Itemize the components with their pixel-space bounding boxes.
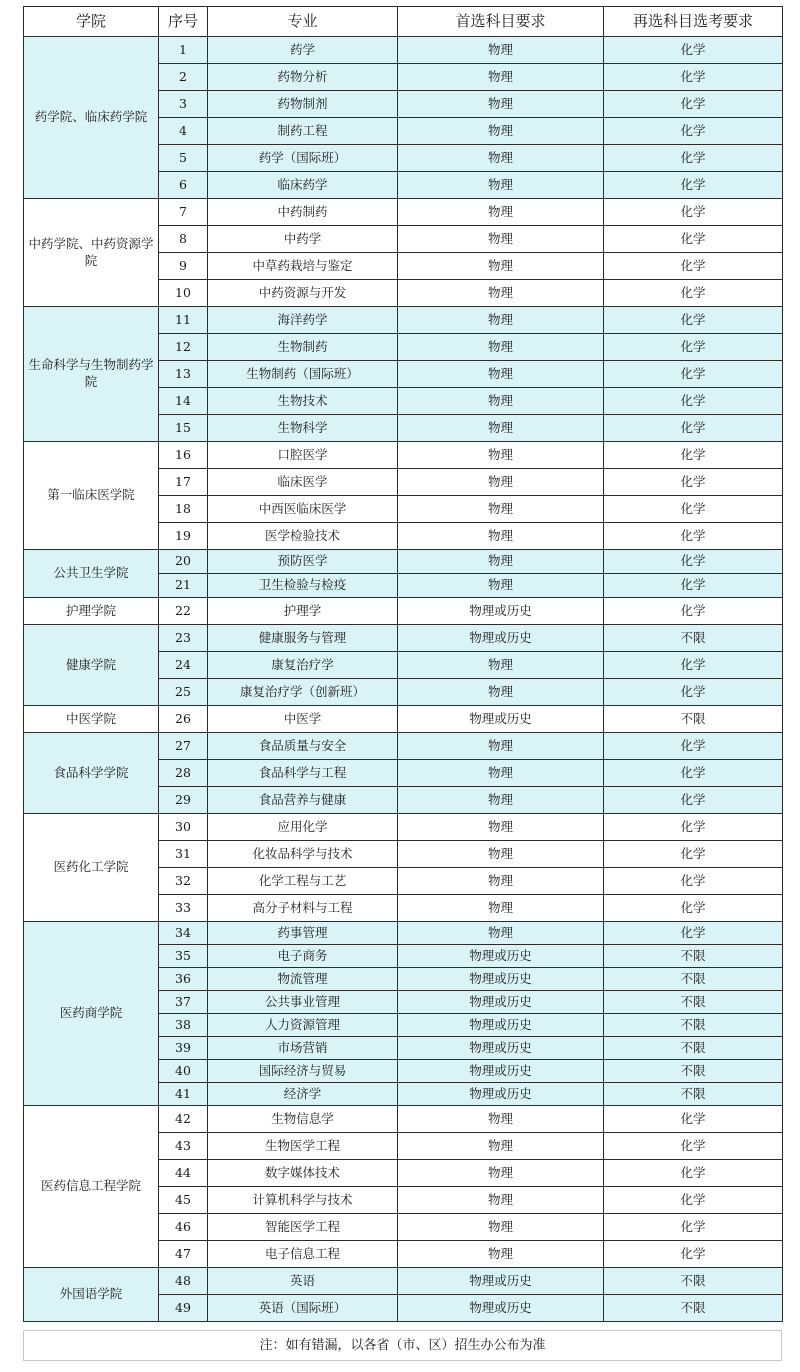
major-cell: 智能医学工程 [208, 1214, 398, 1241]
major-cell: 药学（国际班） [208, 145, 398, 172]
row-number-cell: 34 [159, 922, 208, 945]
major-cell: 高分子材料与工程 [208, 895, 398, 922]
first-subject-cell: 物理或历史 [398, 1014, 604, 1037]
major-cell: 药学 [208, 37, 398, 64]
table-header-row [24, 7, 783, 37]
row-number-cell: 7 [159, 199, 208, 226]
second-subject-cell: 不限 [604, 1268, 783, 1295]
row-number-cell: 33 [159, 895, 208, 922]
row-number-cell: 32 [159, 868, 208, 895]
major-cell: 电子信息工程 [208, 1241, 398, 1268]
first-subject-cell: 物理 [398, 469, 604, 496]
major-cell: 市场营销 [208, 1037, 398, 1060]
table-row [24, 199, 783, 226]
first-subject-cell: 物理 [398, 523, 604, 550]
major-cell: 康复治疗学（创新班） [208, 679, 398, 706]
second-subject-cell: 化学 [604, 91, 783, 118]
first-subject-cell: 物理或历史 [398, 1083, 604, 1106]
row-number-cell: 10 [159, 280, 208, 307]
first-subject-cell: 物理 [398, 1106, 604, 1133]
second-subject-cell: 化学 [604, 598, 783, 625]
major-cell: 生物制药 [208, 334, 398, 361]
row-number-cell: 15 [159, 415, 208, 442]
first-subject-cell: 物理 [398, 415, 604, 442]
row-number-cell: 4 [159, 118, 208, 145]
major-cell: 海洋药学 [208, 307, 398, 334]
major-cell: 药事管理 [208, 922, 398, 945]
major-cell: 药物分析 [208, 64, 398, 91]
first-subject-cell: 物理或历史 [398, 968, 604, 991]
table-row [24, 625, 783, 652]
first-subject-cell: 物理或历史 [398, 945, 604, 968]
row-number-cell: 29 [159, 787, 208, 814]
major-cell: 中药学 [208, 226, 398, 253]
first-subject-cell: 物理或历史 [398, 1295, 604, 1322]
second-subject-cell: 化学 [604, 1214, 783, 1241]
major-cell: 国际经济与贸易 [208, 1060, 398, 1083]
row-number-cell: 44 [159, 1160, 208, 1187]
first-subject-cell: 物理或历史 [398, 598, 604, 625]
major-cell: 公共事业管理 [208, 991, 398, 1014]
row-number-cell: 49 [159, 1295, 208, 1322]
college-cell: 健康学院 [24, 625, 159, 706]
major-cell: 食品营养与健康 [208, 787, 398, 814]
row-number-cell: 21 [159, 574, 208, 598]
second-subject-cell: 化学 [604, 814, 783, 841]
row-number-cell: 48 [159, 1268, 208, 1295]
major-cell: 卫生检验与检疫 [208, 574, 398, 598]
second-subject-cell: 化学 [604, 841, 783, 868]
row-number-cell: 39 [159, 1037, 208, 1060]
first-subject-cell: 物理 [398, 253, 604, 280]
first-subject-cell: 物理 [398, 118, 604, 145]
second-subject-cell: 不限 [604, 625, 783, 652]
college-cell: 医药化工学院 [24, 814, 159, 922]
table-row [24, 442, 783, 469]
first-subject-cell: 物理 [398, 574, 604, 598]
first-subject-cell: 物理 [398, 895, 604, 922]
major-cell: 生物科学 [208, 415, 398, 442]
second-subject-cell: 化学 [604, 226, 783, 253]
second-subject-cell: 化学 [604, 64, 783, 91]
second-subject-cell: 化学 [604, 199, 783, 226]
major-cell: 临床药学 [208, 172, 398, 199]
college-cell: 医药商学院 [24, 922, 159, 1106]
row-number-cell: 27 [159, 733, 208, 760]
row-number-cell: 36 [159, 968, 208, 991]
second-subject-cell: 化学 [604, 787, 783, 814]
table-row [24, 307, 783, 334]
college-cell: 药学院、临床药学院 [24, 37, 159, 199]
second-subject-cell: 化学 [604, 145, 783, 172]
first-subject-cell: 物理 [398, 37, 604, 64]
second-subject-cell: 不限 [604, 968, 783, 991]
second-subject-cell: 化学 [604, 895, 783, 922]
major-cell: 口腔医学 [208, 442, 398, 469]
row-number-cell: 35 [159, 945, 208, 968]
college-cell: 外国语学院 [24, 1268, 159, 1322]
major-cell: 人力资源管理 [208, 1014, 398, 1037]
row-number-cell: 47 [159, 1241, 208, 1268]
second-subject-cell: 不限 [604, 945, 783, 968]
first-subject-cell: 物理 [398, 733, 604, 760]
first-subject-cell: 物理 [398, 64, 604, 91]
table-row [24, 922, 783, 945]
second-subject-cell: 化学 [604, 1241, 783, 1268]
major-cell: 生物制药（国际班） [208, 361, 398, 388]
row-number-cell: 6 [159, 172, 208, 199]
second-subject-cell: 化学 [604, 469, 783, 496]
row-number-cell: 9 [159, 253, 208, 280]
first-subject-cell: 物理 [398, 280, 604, 307]
second-subject-cell: 化学 [604, 1160, 783, 1187]
major-cell: 计算机科学与技术 [208, 1187, 398, 1214]
major-cell: 生物技术 [208, 388, 398, 415]
row-number-cell: 11 [159, 307, 208, 334]
first-subject-cell: 物理 [398, 199, 604, 226]
row-number-cell: 37 [159, 991, 208, 1014]
second-subject-cell: 不限 [604, 1060, 783, 1083]
first-subject-cell: 物理 [398, 226, 604, 253]
row-number-cell: 26 [159, 706, 208, 733]
table-row [24, 706, 783, 733]
major-cell: 食品质量与安全 [208, 733, 398, 760]
row-number-cell: 20 [159, 550, 208, 574]
row-number-cell: 1 [159, 37, 208, 64]
second-subject-cell: 不限 [604, 1295, 783, 1322]
footnote: 注：如有错漏，以各省（市、区）招生办公布为准 [23, 1330, 782, 1361]
table-row [24, 598, 783, 625]
first-subject-cell: 物理或历史 [398, 1037, 604, 1060]
major-cell: 英语（国际班） [208, 1295, 398, 1322]
header-second-subject: 再选科目选考要求 [604, 7, 783, 37]
first-subject-cell: 物理 [398, 334, 604, 361]
second-subject-cell: 化学 [604, 334, 783, 361]
major-cell: 物流管理 [208, 968, 398, 991]
college-cell: 医药信息工程学院 [24, 1106, 159, 1268]
major-cell: 化妆品科学与技术 [208, 841, 398, 868]
row-number-cell: 25 [159, 679, 208, 706]
second-subject-cell: 不限 [604, 991, 783, 1014]
major-cell: 数字媒体技术 [208, 1160, 398, 1187]
second-subject-cell: 化学 [604, 550, 783, 574]
header-major: 专业 [208, 7, 398, 37]
row-number-cell: 40 [159, 1060, 208, 1083]
first-subject-cell: 物理 [398, 1160, 604, 1187]
row-number-cell: 13 [159, 361, 208, 388]
first-subject-cell: 物理 [398, 1187, 604, 1214]
second-subject-cell: 不限 [604, 706, 783, 733]
major-cell: 康复治疗学 [208, 652, 398, 679]
second-subject-cell: 化学 [604, 415, 783, 442]
second-subject-cell: 化学 [604, 922, 783, 945]
major-cell: 经济学 [208, 1083, 398, 1106]
first-subject-cell: 物理 [398, 388, 604, 415]
major-cell: 护理学 [208, 598, 398, 625]
first-subject-cell: 物理或历史 [398, 1060, 604, 1083]
first-subject-cell: 物理 [398, 442, 604, 469]
row-number-cell: 18 [159, 496, 208, 523]
college-cell: 中药学院、中药资源学院 [24, 199, 159, 307]
first-subject-cell: 物理 [398, 679, 604, 706]
row-number-cell: 23 [159, 625, 208, 652]
header-college: 学院 [24, 7, 159, 37]
second-subject-cell: 化学 [604, 1187, 783, 1214]
row-number-cell: 43 [159, 1133, 208, 1160]
table-row [24, 733, 783, 760]
major-cell: 应用化学 [208, 814, 398, 841]
second-subject-cell: 化学 [604, 388, 783, 415]
first-subject-cell: 物理或历史 [398, 706, 604, 733]
college-cell: 护理学院 [24, 598, 159, 625]
row-number-cell: 41 [159, 1083, 208, 1106]
second-subject-cell: 化学 [604, 118, 783, 145]
major-cell: 中草药栽培与鉴定 [208, 253, 398, 280]
row-number-cell: 24 [159, 652, 208, 679]
row-number-cell: 16 [159, 442, 208, 469]
header-first-subject: 首选科目要求 [398, 7, 604, 37]
second-subject-cell: 化学 [604, 523, 783, 550]
second-subject-cell: 化学 [604, 679, 783, 706]
second-subject-cell: 化学 [604, 1133, 783, 1160]
second-subject-cell: 化学 [604, 280, 783, 307]
second-subject-cell: 化学 [604, 307, 783, 334]
row-number-cell: 2 [159, 64, 208, 91]
second-subject-cell: 化学 [604, 574, 783, 598]
first-subject-cell: 物理 [398, 1214, 604, 1241]
major-cell: 制药工程 [208, 118, 398, 145]
table-body [24, 37, 783, 1322]
major-cell: 中西医临床医学 [208, 496, 398, 523]
second-subject-cell: 化学 [604, 442, 783, 469]
table-row [24, 814, 783, 841]
header-no: 序号 [159, 7, 208, 37]
table-row [24, 37, 783, 64]
first-subject-cell: 物理或历史 [398, 991, 604, 1014]
major-cell: 预防医学 [208, 550, 398, 574]
second-subject-cell: 化学 [604, 1106, 783, 1133]
college-cell: 公共卫生学院 [24, 550, 159, 598]
major-cell: 中医学 [208, 706, 398, 733]
row-number-cell: 28 [159, 760, 208, 787]
major-cell: 英语 [208, 1268, 398, 1295]
major-cell: 化学工程与工艺 [208, 868, 398, 895]
table-row [24, 550, 783, 574]
first-subject-cell: 物理 [398, 652, 604, 679]
first-subject-cell: 物理 [398, 145, 604, 172]
major-cell: 生物医学工程 [208, 1133, 398, 1160]
row-number-cell: 46 [159, 1214, 208, 1241]
first-subject-cell: 物理 [398, 1241, 604, 1268]
second-subject-cell: 化学 [604, 172, 783, 199]
row-number-cell: 45 [159, 1187, 208, 1214]
table-row [24, 1268, 783, 1295]
first-subject-cell: 物理或历史 [398, 1268, 604, 1295]
major-cell: 生物信息学 [208, 1106, 398, 1133]
first-subject-cell: 物理 [398, 760, 604, 787]
row-number-cell: 5 [159, 145, 208, 172]
first-subject-cell: 物理 [398, 172, 604, 199]
major-cell: 中药制药 [208, 199, 398, 226]
second-subject-cell: 不限 [604, 1014, 783, 1037]
row-number-cell: 30 [159, 814, 208, 841]
row-number-cell: 31 [159, 841, 208, 868]
row-number-cell: 8 [159, 226, 208, 253]
second-subject-cell: 不限 [604, 1037, 783, 1060]
second-subject-cell: 化学 [604, 37, 783, 64]
second-subject-cell: 化学 [604, 733, 783, 760]
row-number-cell: 17 [159, 469, 208, 496]
first-subject-cell: 物理 [398, 496, 604, 523]
first-subject-cell: 物理 [398, 868, 604, 895]
first-subject-cell: 物理 [398, 550, 604, 574]
second-subject-cell: 化学 [604, 652, 783, 679]
first-subject-cell: 物理 [398, 841, 604, 868]
major-cell: 药物制剂 [208, 91, 398, 118]
second-subject-cell: 化学 [604, 868, 783, 895]
major-cell: 健康服务与管理 [208, 625, 398, 652]
second-subject-cell: 不限 [604, 1083, 783, 1106]
first-subject-cell: 物理 [398, 1133, 604, 1160]
row-number-cell: 19 [159, 523, 208, 550]
first-subject-cell: 物理 [398, 361, 604, 388]
first-subject-cell: 物理 [398, 814, 604, 841]
college-cell: 中医学院 [24, 706, 159, 733]
row-number-cell: 38 [159, 1014, 208, 1037]
major-cell: 中药资源与开发 [208, 280, 398, 307]
table-row [24, 1106, 783, 1133]
college-cell: 食品科学学院 [24, 733, 159, 814]
second-subject-cell: 化学 [604, 361, 783, 388]
second-subject-cell: 化学 [604, 496, 783, 523]
major-cell: 医学检验技术 [208, 523, 398, 550]
second-subject-cell: 化学 [604, 760, 783, 787]
major-cell: 临床医学 [208, 469, 398, 496]
major-cell: 电子商务 [208, 945, 398, 968]
admission-requirements-table [23, 6, 783, 1322]
major-cell: 食品科学与工程 [208, 760, 398, 787]
row-number-cell: 3 [159, 91, 208, 118]
college-cell: 第一临床医学院 [24, 442, 159, 550]
row-number-cell: 42 [159, 1106, 208, 1133]
first-subject-cell: 物理 [398, 922, 604, 945]
college-cell: 生命科学与生物制药学院 [24, 307, 159, 442]
first-subject-cell: 物理 [398, 787, 604, 814]
first-subject-cell: 物理或历史 [398, 625, 604, 652]
first-subject-cell: 物理 [398, 91, 604, 118]
row-number-cell: 22 [159, 598, 208, 625]
second-subject-cell: 化学 [604, 253, 783, 280]
row-number-cell: 14 [159, 388, 208, 415]
row-number-cell: 12 [159, 334, 208, 361]
first-subject-cell: 物理 [398, 307, 604, 334]
